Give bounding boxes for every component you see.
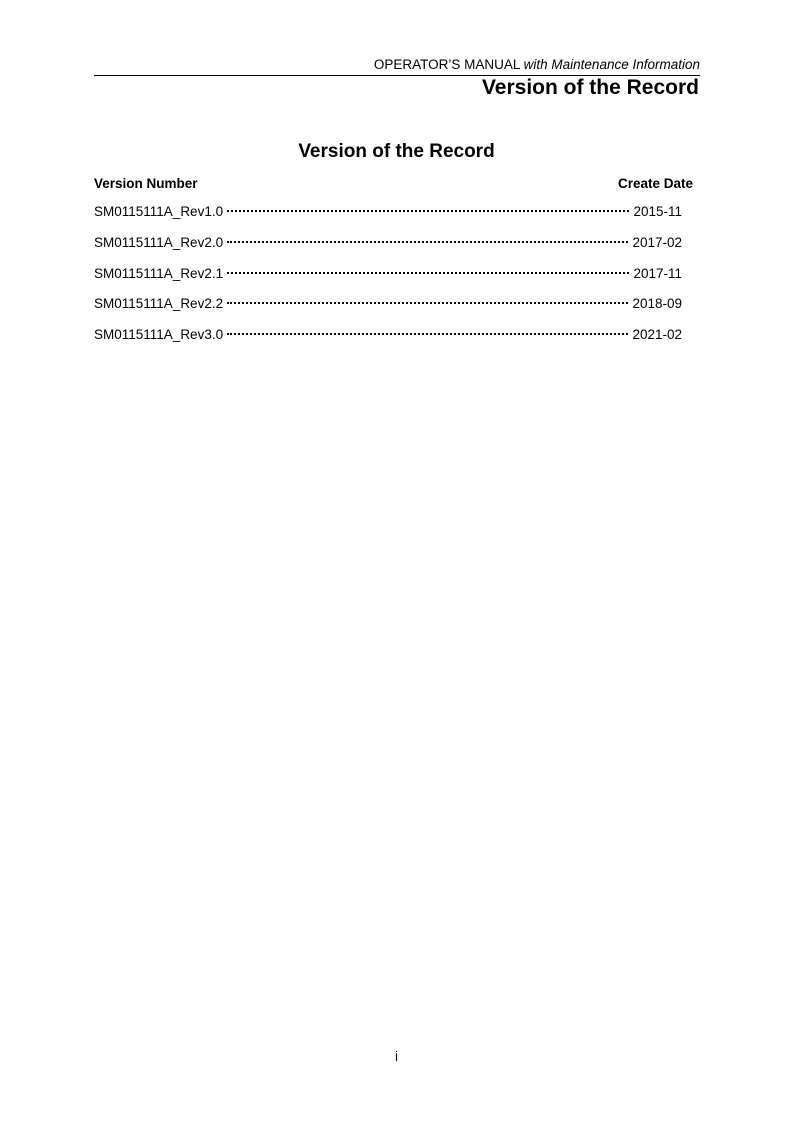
version-row: [94, 203, 682, 234]
dot-leader: [227, 333, 628, 335]
version-number: SM0115111A_Rev2.1: [94, 265, 224, 281]
version-number: SM0115111A_Rev2.0: [94, 234, 224, 250]
column-header-version: Version Number: [94, 176, 198, 191]
dot-leader: [227, 241, 628, 243]
create-date: 2015-11: [633, 204, 682, 219]
version-number: SM0115111A_Rev3.0: [94, 327, 224, 343]
create-date: 2017-02: [632, 234, 682, 250]
manual-label: OPERATOR’S MANUAL: [373, 57, 520, 72]
version-number: SM0115111A_Rev1.0: [94, 204, 224, 219]
version-row: [94, 295, 682, 326]
page-number: i: [395, 1049, 398, 1064]
table-header: [94, 175, 693, 192]
create-date: 2018-09: [632, 296, 682, 312]
version-list: [94, 203, 682, 357]
column-header-date: Create Date: [617, 176, 693, 191]
section-title: Version of the Record: [298, 141, 495, 162]
version-number: SM0115111A_Rev2.2: [94, 296, 224, 312]
version-row: [94, 326, 682, 357]
manual-sublabel: with Maintenance Information: [523, 57, 700, 72]
version-row: [94, 265, 682, 296]
dot-leader: [227, 210, 629, 212]
dot-leader: [227, 272, 629, 274]
dot-leader: [227, 302, 628, 304]
chapter-title: Version of the Record: [481, 76, 699, 99]
create-date: 2021-02: [632, 327, 682, 343]
version-row: [94, 234, 682, 265]
create-date: 2017-11: [633, 265, 682, 281]
running-header: [94, 56, 700, 73]
